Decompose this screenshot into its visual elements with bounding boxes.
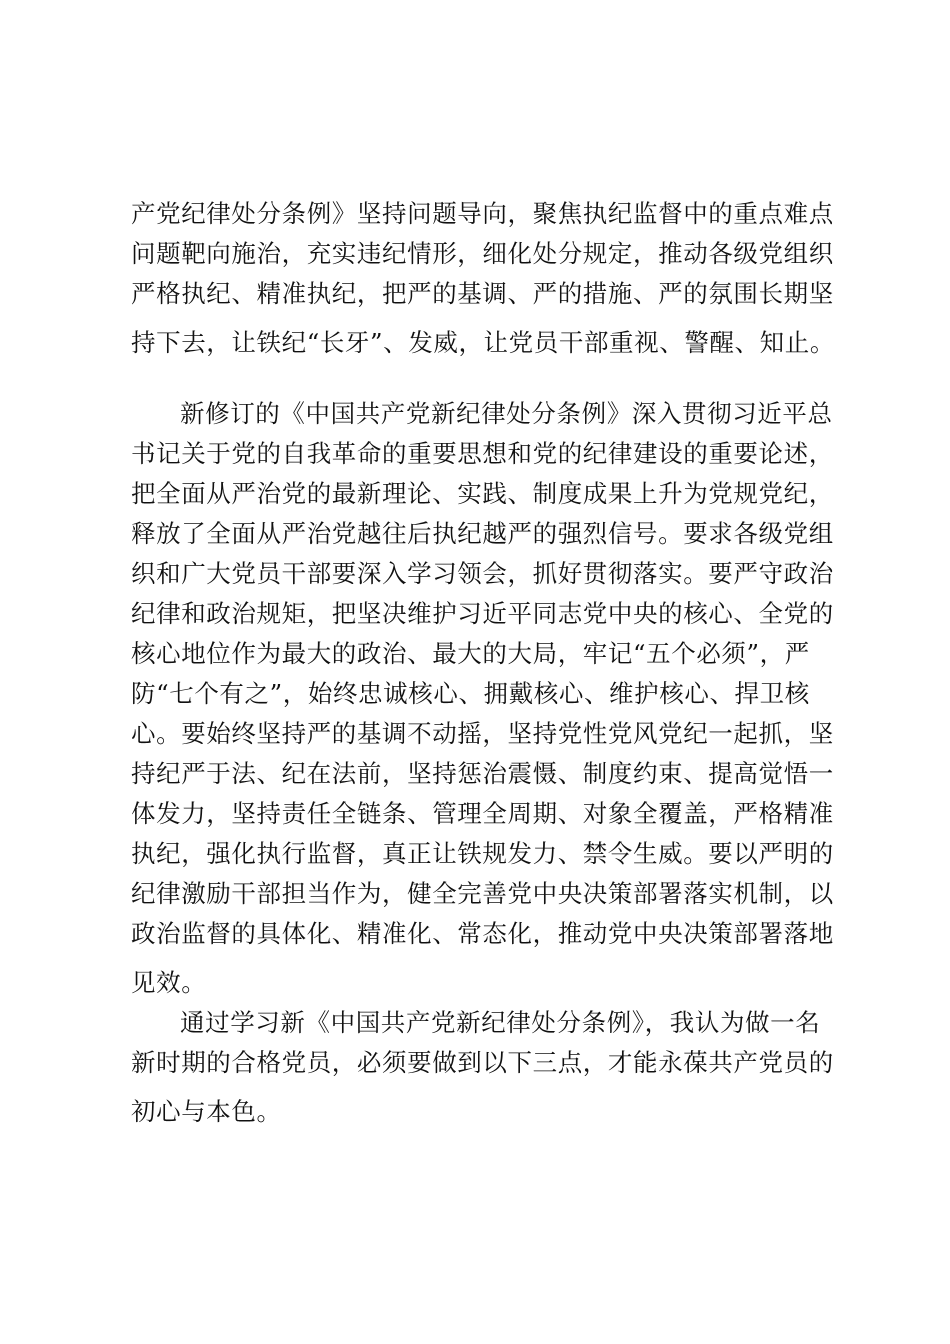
text-line: 产党纪律处分条例》坚持问题导向，聚焦执纪监督中的重点难点 bbox=[131, 199, 834, 228]
paragraph-1 bbox=[131, 194, 835, 363]
text-line: 释放了全面从严治党越往后执纪越严的强烈信号。要求各级党组 bbox=[131, 519, 834, 548]
text-line: 严格执纪、精准执纪，把严的基调、严的措施、严的氛围长期坚 bbox=[131, 279, 834, 308]
text-line: 纪律和政治规矩，把坚决维护习近平同志党中央的核心、全党的 bbox=[131, 599, 834, 628]
text-line: 初心与本色。 bbox=[131, 1097, 282, 1126]
paragraph-2 bbox=[131, 394, 834, 1003]
text-line: 体发力，坚持责任全链条、管理全周期、对象全覆盖，严格精准 bbox=[131, 799, 834, 828]
text-line: 防“七个有之”，始终忠诚核心、拥戴核心、维护核心、捍卫核 bbox=[131, 679, 810, 708]
text-line: 核心地位作为最大的政治、最大的大局，牢记“五个必须”，严 bbox=[131, 639, 810, 668]
text-line: 持纪严于法、纪在法前，坚持惩治震慑、制度约束、提高觉悟一 bbox=[131, 759, 834, 788]
text-line: 心。要始终坚持严的基调不动摇，坚持党性党风党纪一起抓，坚 bbox=[131, 719, 834, 748]
text-line: 纪律激励干部担当作为，健全完善党中央决策部署落实机制，以 bbox=[131, 879, 834, 908]
text-line: 通过学习新《中国共产党新纪律处分条例》，我认为做一名 bbox=[180, 1008, 821, 1037]
text-line: 书记关于党的自我革命的重要思想和党的纪律建设的重要论述， bbox=[131, 439, 834, 468]
text-line: 执纪，强化执行监督，真正让铁规发力、禁令生威。要以严明的 bbox=[131, 839, 834, 868]
text-line: 新修订的《中国共产党新纪律处分条例》深入贯彻习近平总 bbox=[180, 399, 833, 428]
paragraph-3 bbox=[131, 1003, 834, 1132]
text-line: 新时期的合格党员，必须要做到以下三点，才能永葆共产党员的 bbox=[131, 1048, 834, 1077]
text-line: 问题靶向施治，充实违纪情形，细化处分规定，推动各级党组织 bbox=[131, 239, 834, 268]
text-line: 把全面从严治党的最新理论、实践、制度成果上升为党规党纪， bbox=[131, 479, 834, 508]
text-line: 织和广大党员干部要深入学习领会，抓好贯彻落实。要严守政治 bbox=[131, 559, 834, 588]
text-line: 持下去，让铁纪“长牙”、发威，让党员干部重视、警醒、知止。 bbox=[131, 328, 835, 357]
text-line: 政治监督的具体化、精准化、常态化，推动党中央决策部署落地 bbox=[131, 919, 834, 948]
text-line: 见效。 bbox=[131, 968, 207, 997]
